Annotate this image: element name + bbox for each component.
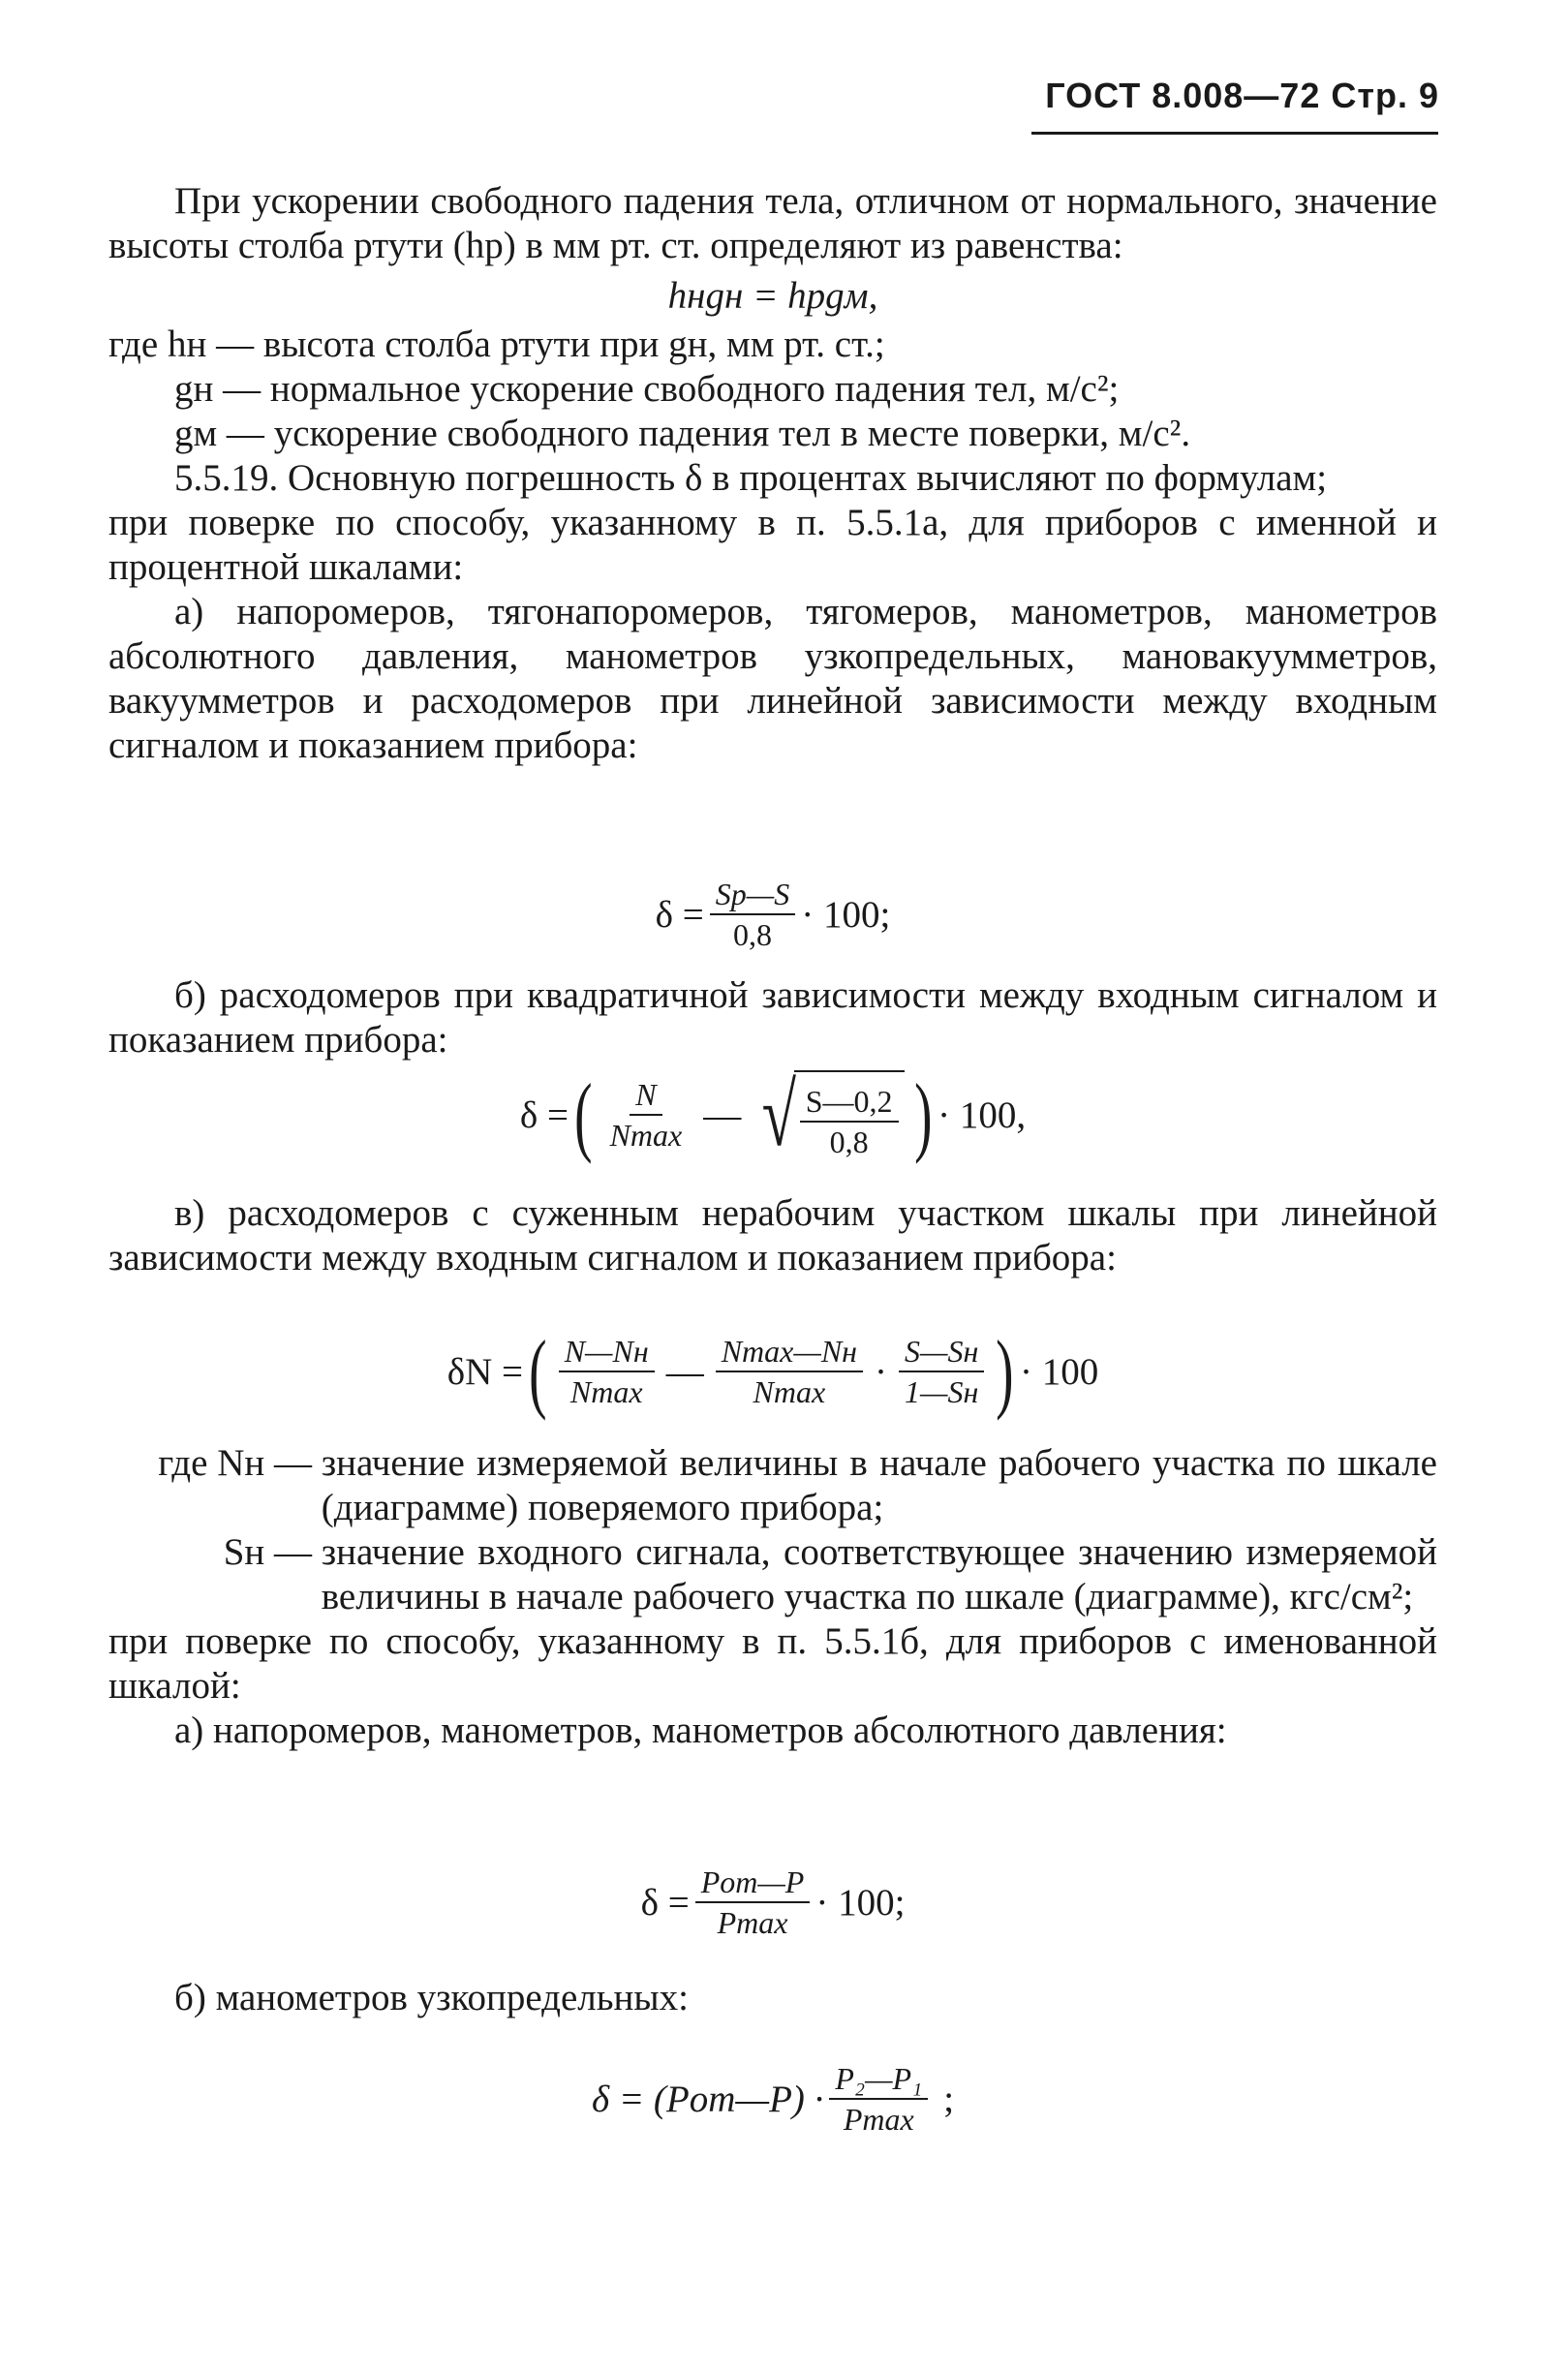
radical-sign: √: [761, 1065, 797, 1164]
where-term: Sн —: [223, 1531, 312, 1573]
paragraph-method-b: при поверке по способу, указанному в п. 5.5.1б, для приборов с именованной шкалой:: [108, 1620, 1437, 1707]
square-root: [754, 1065, 904, 1164]
formula-delta-narrow-scale: [108, 1322, 1437, 1421]
radicand: [794, 1070, 905, 1159]
fraction-denominator: 0,8: [733, 917, 773, 952]
where-text: нормальное ускорение свободного падения тел, м/с²;: [269, 368, 1120, 410]
multiply-dot: ·: [875, 1350, 888, 1393]
fraction: [604, 1077, 689, 1153]
where-row-gn: [108, 367, 1437, 412]
formula-lhs: δ =: [519, 1094, 569, 1136]
body-block-3: [108, 1191, 1437, 1280]
where-term: gн —: [174, 368, 261, 410]
where-term: gм —: [174, 413, 264, 454]
paragraph-gravity: При ускорении свободного падения тела, отличном от нормального, значение высоты столба ртути (hр) в мм рт. ст. определяют из равенства:: [108, 180, 1437, 266]
where-row-gm: [108, 412, 1437, 456]
minus-sign: —: [665, 1350, 704, 1393]
fraction: [716, 1334, 863, 1409]
formula-tail: ;: [943, 2078, 955, 2120]
fraction-denominator: 1—Sн: [905, 1374, 979, 1409]
formula-tail: · 100;: [815, 1881, 906, 1924]
formula-lhs: δ = (Pот—P) ·: [591, 2078, 824, 2120]
fraction-denominator: Nmax: [753, 1374, 826, 1409]
formula-tail: · 100;: [801, 893, 891, 936]
fraction-numerator: N: [630, 1077, 661, 1116]
fraction: [829, 2061, 928, 2137]
left-paren: (: [574, 1065, 593, 1164]
formula-delta-linear: [108, 877, 1437, 952]
minus-sign: —: [703, 1094, 742, 1136]
fraction-numerator: S—Sн: [899, 1334, 984, 1372]
header-rule: [1031, 132, 1438, 135]
formula-delta-narrow-manometer: [108, 2061, 1437, 2137]
fraction-denominator: 0,8: [829, 1124, 869, 1159]
equation-height-text: hнgн = hрgм,: [667, 275, 878, 317]
body-block-4: [108, 1441, 1437, 1753]
fraction-denominator: Pmax: [843, 2102, 914, 2137]
where-text: значение входного сигнала, соответствующее значению измеряемой величины в начале рабочего участка по шкале (диаграмме), кгс/см²;: [321, 1531, 1437, 1617]
formula-delta-quadratic: [108, 1065, 1437, 1164]
fraction-denominator: Nmax: [569, 1374, 643, 1409]
paragraph-item-b: б) расходомеров при квадратичной зависимости между входным сигналом и показанием прибора:: [108, 974, 1437, 1061]
where-row-sn: [108, 1530, 1437, 1619]
formula-delta-pressure: [108, 1864, 1437, 1940]
where-term: где hн —: [108, 323, 255, 365]
formula-lhs: δ =: [640, 1881, 690, 1924]
paragraph-item-b2: б) манометров узкопредельных:: [174, 1977, 689, 2018]
fraction: [800, 1084, 899, 1159]
fraction-numerator: P₂—P₁: [829, 2061, 928, 2100]
where-text: ускорение свободного падения тел в месте поверки, м/с².: [273, 413, 1191, 454]
paragraph-5-5-19: 5.5.19. Основную погрешность δ в процентах вычисляют по формулам;: [174, 457, 1328, 499]
fraction: [899, 1334, 984, 1409]
body-block-2: [108, 973, 1437, 1063]
right-paren: ): [913, 1065, 933, 1164]
page-header: ГОСТ 8.008—72 Стр. 9: [1045, 76, 1439, 115]
fraction-numerator: Pот—P: [695, 1864, 811, 1903]
paragraph-item-a2: а) напоромеров, манометров, манометров абсолютного давления:: [174, 1710, 1227, 1751]
fraction-numerator: S—0,2: [800, 1084, 899, 1123]
right-paren: ): [996, 1322, 1014, 1421]
equation-height: [108, 274, 1437, 319]
where-text: высота столба ртути при gн, мм рт. ст.;: [262, 323, 885, 365]
body-block-5: [108, 1976, 1437, 2020]
paragraph-item-a: а) напоромеров, тягонапоромеров, тягомеров, манометров, манометров абсолютного давления, манометров узкопредельных, мановакуумметров, вакуумметров и расходомеров при линейной зависимости между входным сигналом и показанием прибора:: [108, 591, 1437, 766]
where-text: значение измеряемой величины в начале рабочего участка по шкале (диаграмме) поверяемого прибора;: [321, 1442, 1437, 1528]
fraction: [710, 877, 795, 952]
fraction-numerator: Nmax—Nн: [716, 1334, 863, 1372]
fraction-denominator: Nmax: [609, 1118, 683, 1153]
where-row-hn: [108, 323, 1437, 367]
fraction-numerator: N—Nн: [559, 1334, 655, 1372]
where-term: где Nн —: [158, 1442, 312, 1484]
formula-lhs: δ =: [655, 893, 704, 936]
fraction: [695, 1864, 811, 1940]
formula-lhs: δN =: [446, 1350, 524, 1393]
formula-tail: · 100,: [938, 1094, 1027, 1136]
left-paren: (: [529, 1322, 547, 1421]
formula-tail: · 100: [1020, 1350, 1099, 1393]
paragraph-item-v: в) расходомеров с суженным нерабочим участком шкалы при линейной зависимости между входным сигналом и показанием прибора:: [108, 1192, 1437, 1278]
where-row-nn: [108, 1441, 1437, 1530]
body-block-1: [108, 179, 1437, 768]
fraction-numerator: Sр—S: [710, 877, 795, 915]
fraction-denominator: Pmax: [717, 1905, 788, 1940]
paragraph-method-a: при поверке по способу, указанному в п. 5.5.1а, для приборов с именной и процентной шкалами:: [108, 502, 1437, 588]
fraction: [559, 1334, 655, 1409]
